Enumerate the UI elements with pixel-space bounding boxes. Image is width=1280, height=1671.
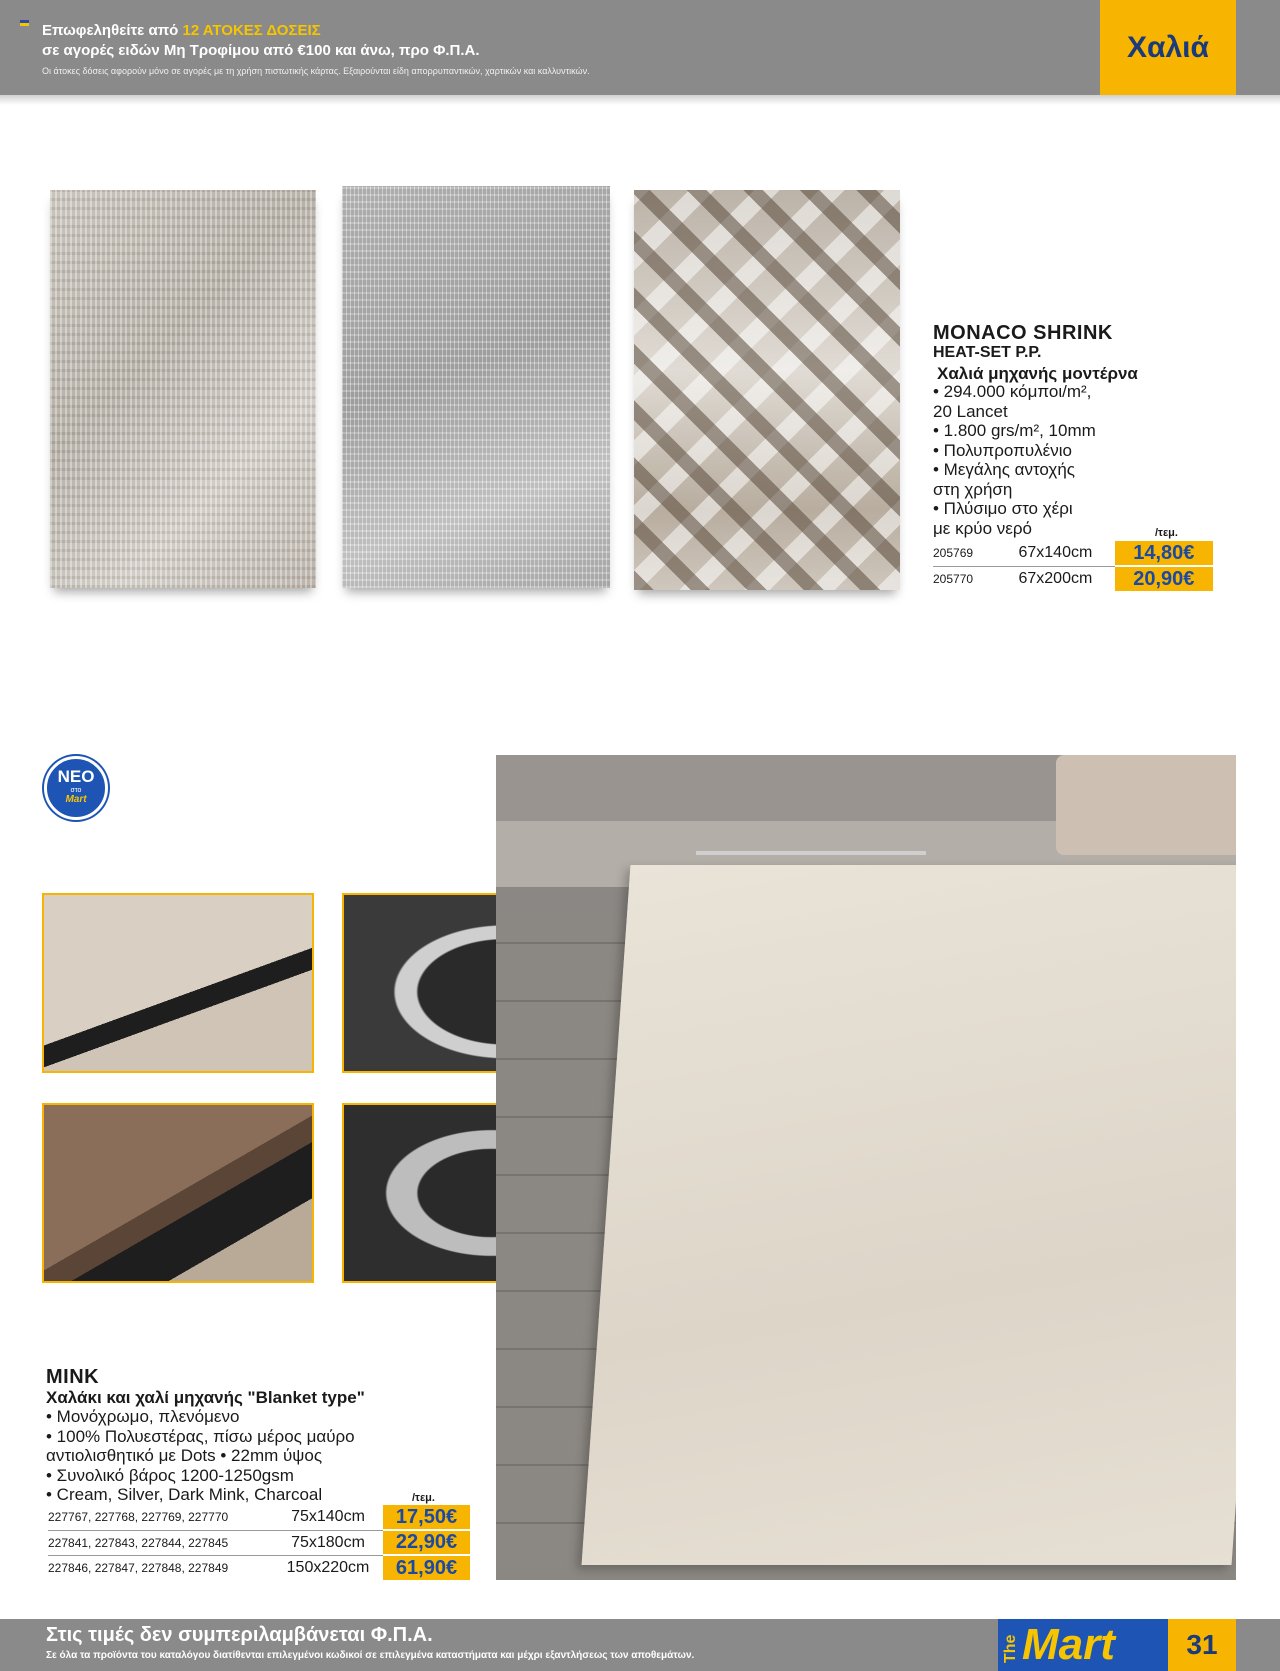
rug-image-3 — [634, 190, 900, 590]
promo-line-2: σε αγορές ειδών Μη Τροφίμου από €100 και άνω, προ Φ.Π.Α. — [42, 42, 480, 59]
promo-disclaimer: Οι άτοκες δόσεις αφορούν μόνο σε αγορές με τη χρήση πιστωτικής κάρτας. Εξαιρούνται είδη απορρυπαντικών, χαρτικών και καλλυντικών. — [42, 66, 590, 76]
table-row — [933, 566, 1213, 591]
logo-the: The — [1002, 1634, 1019, 1663]
product-title-monaco: MONACO SHRINK — [933, 322, 1113, 344]
feature-line: 20 Lancet — [933, 401, 1008, 421]
badge-neo: ΝΕΟ — [57, 767, 95, 786]
product-price: 22,90€ — [383, 1530, 470, 1555]
logo-mart: Mart — [1022, 1620, 1115, 1669]
page-number: 31 — [1168, 1619, 1236, 1671]
swatch-cream — [42, 893, 314, 1073]
the-mart-logo — [998, 1619, 1168, 1671]
price-table-mink — [48, 1505, 470, 1580]
feature-line: • 294.000 κόμποι/m², — [933, 382, 1092, 401]
per-unit-label: /τεμ. — [412, 1492, 435, 1504]
flag-icon — [20, 20, 29, 26]
product-price: 61,90€ — [383, 1555, 470, 1580]
rug-image-1 — [50, 190, 316, 588]
product-code: 205770 — [933, 571, 974, 586]
promo-prefix: Επωφεληθείτε από — [42, 22, 179, 39]
rug-image-2 — [342, 186, 610, 588]
feature-line: στη χρήση — [933, 479, 1013, 499]
table-row — [48, 1530, 470, 1555]
category-tab: Χαλιά — [1100, 0, 1236, 95]
table-row — [48, 1505, 470, 1530]
new-product-badge — [44, 756, 108, 820]
product-size: 75x140cm — [273, 1505, 383, 1530]
feature-line: • Μεγάλης αντοχής — [933, 460, 1075, 479]
per-unit-label: /τεμ. — [1155, 527, 1178, 539]
product-type-monaco: Χαλιά μηχανής μοντέρνα — [937, 364, 1138, 383]
table-row — [933, 541, 1213, 566]
price-table-monaco — [933, 541, 1213, 591]
product-size: 150x220cm — [286, 1558, 370, 1576]
feature-line: • Πλύσιμο στο χέρι — [933, 499, 1073, 518]
product-type-mink: Χαλάκι και χαλί μηχανής "Blanket type" — [46, 1388, 365, 1407]
product-price: 17,50€ — [383, 1505, 470, 1530]
product-features-monaco — [933, 382, 1096, 538]
header-shadow — [0, 95, 1280, 105]
product-code: 227841, 227843, 227844, 227845 — [48, 1530, 273, 1555]
product-features-mink — [46, 1407, 355, 1505]
stock-note: Σε όλα τα προϊόντα του καταλόγου διατίθενται επιλεγμένοι κωδικοί σε επιλεγμένα καταστήματα και μέχρι εξαντλήσεως των αποθεμάτων. — [46, 1650, 695, 1661]
badge-mart: Mart — [65, 794, 87, 805]
product-code: 205769 — [933, 541, 1018, 566]
feature-line: αντιολισθητικό με Dots • 22mm ύψος — [46, 1446, 323, 1465]
feature-line: • Συνολικό βάρος 1200-1250gsm — [46, 1465, 294, 1485]
swatch-dark-mink — [42, 1103, 314, 1283]
feature-line: • 100% Πολυεστέρας, πίσω μέρος μαύρο — [46, 1426, 355, 1446]
product-title-mink: MINK — [46, 1366, 100, 1388]
room-shelf — [696, 765, 926, 855]
feature-line: με κρύο νερό — [933, 518, 1032, 538]
product-subtitle-monaco: HEAT-SET P.P. — [933, 344, 1042, 361]
feature-line: • Πολυπροπυλένιο — [933, 440, 1072, 460]
product-size: 75x180cm — [273, 1530, 383, 1555]
room-photo — [496, 755, 1236, 1580]
vat-note: Στις τιμές δεν συμπεριλαμβάνεται Φ.Π.Α. — [46, 1624, 433, 1646]
table-row — [48, 1555, 470, 1580]
promo-line — [42, 22, 321, 39]
product-size: 67x200cm — [1018, 569, 1093, 587]
room-rug — [582, 865, 1236, 1565]
promo-highlight: 12 ΑΤΟΚΕΣ ΔΟΣΕΙΣ — [182, 22, 321, 39]
product-size: 67x140cm — [1018, 541, 1114, 566]
product-code: 227767, 227768, 227769, 227770 — [48, 1505, 273, 1530]
feature-line: • Cream, Silver, Dark Mink, Charcoal — [46, 1485, 323, 1504]
feature-line: • 1.800 grs/m², 10mm — [933, 421, 1096, 440]
product-price: 20,90€ — [1115, 566, 1213, 591]
feature-line: • Μονόχρωμο, πλενόμενο — [46, 1407, 240, 1426]
badge-sto: στο — [70, 787, 82, 794]
product-price: 14,80€ — [1115, 541, 1213, 566]
product-code: 227846, 227847, 227848, 227849 — [48, 1560, 229, 1575]
room-sofa — [1056, 755, 1236, 855]
